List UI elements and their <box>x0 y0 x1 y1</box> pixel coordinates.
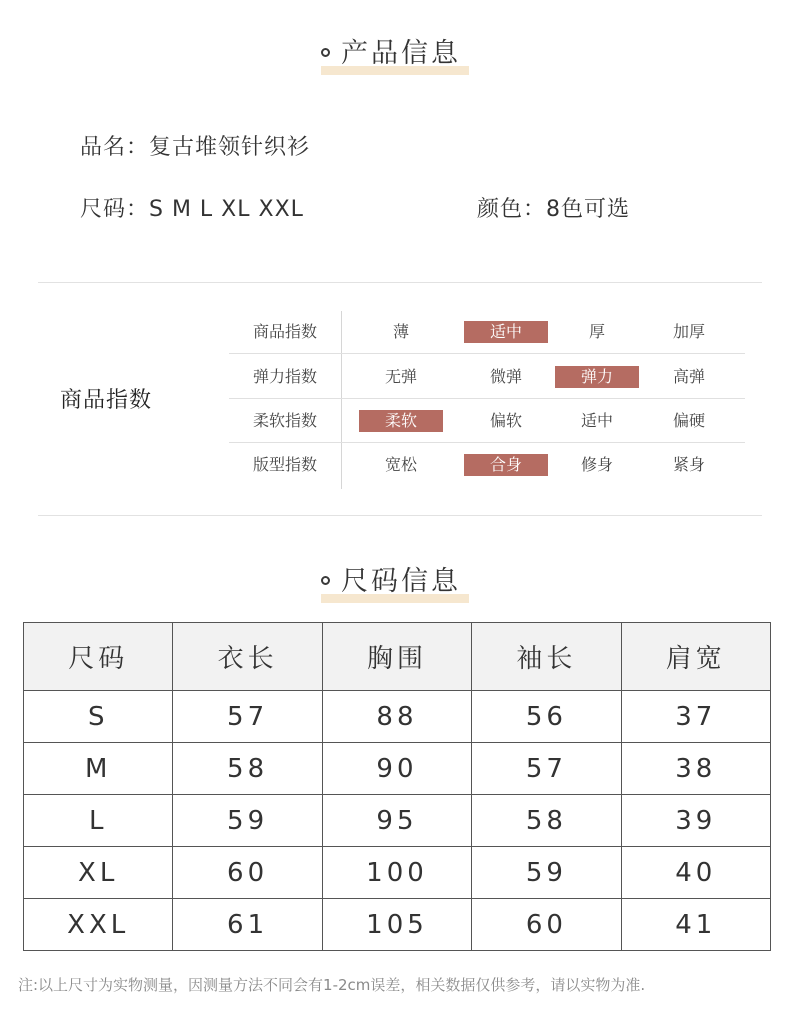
table-cell: XL <box>24 847 173 899</box>
table-cell: 38 <box>621 743 770 795</box>
row-separator <box>229 353 745 354</box>
divider <box>38 282 762 283</box>
product-colors: 颜色：8色可选 <box>477 197 630 222</box>
table-cell: 88 <box>322 691 471 743</box>
index-option: 加厚 <box>672 322 705 341</box>
table-cell: 95 <box>322 795 471 847</box>
index-row <box>229 443 745 487</box>
table-cell: 37 <box>621 691 770 743</box>
index-option: 宽松 <box>384 455 417 474</box>
table-cell: 59 <box>472 847 621 899</box>
divider <box>38 515 762 516</box>
footnote: 注:以上尺寸为实物测量，因测量方法不同会有1-2cm误差，相关数据仅供参考，请以实物为准. <box>18 976 646 994</box>
table-cell: 57 <box>173 691 322 743</box>
table-cell: 105 <box>322 899 471 951</box>
table-cell: L <box>24 795 173 847</box>
table-cell: 40 <box>621 847 770 899</box>
table-cell: 59 <box>173 795 322 847</box>
index-row <box>229 310 745 354</box>
index-option-selected: 合身 <box>464 454 548 476</box>
size-table-header-cell: 胸围 <box>322 623 471 691</box>
size-table-header-cell: 衣长 <box>173 623 322 691</box>
table-row <box>24 743 771 795</box>
index-option: 厚 <box>588 322 605 341</box>
index-option: 薄 <box>392 322 409 341</box>
index-option: 微弹 <box>489 367 522 386</box>
index-section-title: 商品指数 <box>60 388 153 413</box>
table-cell: 60 <box>173 847 322 899</box>
index-row-label: 柔软指数 <box>252 411 317 430</box>
size-table-header-cell: 肩宽 <box>621 623 770 691</box>
index-option: 偏软 <box>489 411 522 430</box>
table-cell: 39 <box>621 795 770 847</box>
table-row <box>24 691 771 743</box>
table-cell: 58 <box>173 743 322 795</box>
index-option: 高弹 <box>672 367 705 386</box>
table-cell: 56 <box>472 691 621 743</box>
table-cell: XXL <box>24 899 173 951</box>
index-row-label: 商品指数 <box>252 322 317 341</box>
size-table <box>23 622 771 951</box>
table-cell: 57 <box>472 743 621 795</box>
table-cell: 41 <box>621 899 770 951</box>
table-row <box>24 899 771 951</box>
table-cell: S <box>24 691 173 743</box>
index-row-label: 版型指数 <box>252 455 317 474</box>
table-cell: M <box>24 743 173 795</box>
section-title: 尺码信息 <box>341 566 461 597</box>
index-row-label: 弹力指数 <box>252 367 317 386</box>
table-row <box>24 847 771 899</box>
index-option-selected: 柔软 <box>359 410 443 432</box>
table-cell: 60 <box>472 899 621 951</box>
product-name: 品名：复古堆领针织衫 <box>80 135 311 160</box>
index-row <box>229 399 745 443</box>
size-table-header-cell: 袖长 <box>472 623 621 691</box>
table-cell: 100 <box>322 847 471 899</box>
table-cell: 61 <box>173 899 322 951</box>
product-info-header <box>0 29 790 79</box>
index-option: 紧身 <box>672 455 705 474</box>
index-option-selected: 适中 <box>464 321 548 343</box>
product-sizes: 尺码：S M L XL XXL <box>80 197 304 222</box>
section-title: 产品信息 <box>341 38 461 69</box>
size-table-header <box>24 623 771 691</box>
size-table-header-cell: 尺码 <box>24 623 173 691</box>
index-option: 修身 <box>580 455 613 474</box>
size-info-header <box>0 557 790 607</box>
index-row <box>229 355 745 399</box>
index-option-selected: 弹力 <box>555 366 639 388</box>
table-row <box>24 795 771 847</box>
index-option: 适中 <box>580 411 613 430</box>
table-cell: 90 <box>322 743 471 795</box>
table-cell: 58 <box>472 795 621 847</box>
index-option: 无弹 <box>384 367 417 386</box>
index-option: 偏硬 <box>672 411 705 430</box>
